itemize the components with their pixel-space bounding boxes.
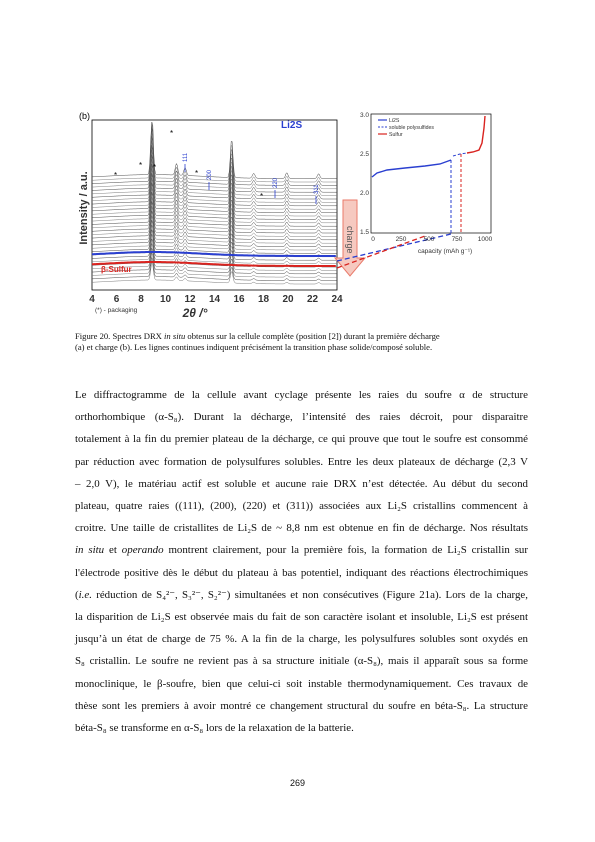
profile-y-ticks xyxy=(360,112,369,236)
xrd-x-tick: 8 xyxy=(138,294,144,305)
xrd-x-tick: 20 xyxy=(282,294,294,305)
xrd-x-tick: 22 xyxy=(306,294,319,305)
xrd-x-label: 2θ /° xyxy=(182,306,208,320)
peak-label-111: 111 xyxy=(183,152,189,162)
profile-y-tick: 2.5 xyxy=(360,151,370,158)
svg-text:*: * xyxy=(260,192,264,201)
xrd-x-tick: 12 xyxy=(184,294,196,305)
voltage-profile-plot xyxy=(360,112,493,255)
svg-text:*: * xyxy=(139,161,143,170)
caption-line-1: Figure 20. Spectres DRX in situ obtenus sur la cellule complète (position [2]) durant la première décharge xyxy=(75,331,440,341)
profile-x-tick: 0 xyxy=(371,236,375,243)
legend-sulfur: Sulfur xyxy=(389,132,403,138)
svg-text:*: * xyxy=(170,129,174,138)
profile-y-tick: 3.0 xyxy=(360,112,370,119)
xrd-x-tick: 16 xyxy=(233,294,245,305)
peak-label-220: 220 xyxy=(273,177,279,188)
text-line: S₈ cristallin. Le soufre ne revient pas à sa structure initiale (α-S₈), mais il apparaît sous sa forme xyxy=(75,655,528,668)
text-line: croitre. Une taille de cristallites de Li₂S de ~ 8,8 nm est obtenue en fin de décharge. Nos résultats xyxy=(75,522,528,535)
caption-line-2: (a) et charge (b). Les lignes continues indiquent précisément la transition phase solide/composé soluble. xyxy=(75,342,433,352)
profile-x-tick: 750 xyxy=(451,236,463,243)
text-line: béta-S₈ se transforme en α-S₈ lors de la relaxation de la batterie. xyxy=(75,722,354,735)
text-line: orthorhombique (α-S₈). Durant la décharge, l’intensité des raies décroit, pour disparaitre xyxy=(75,411,528,424)
beta-sulfur-annotation: β-Sulfur xyxy=(101,265,132,274)
peak-label-311: 311 xyxy=(314,184,320,194)
profile-x-ticks xyxy=(371,236,492,243)
profile-y-tick: 1.5 xyxy=(360,229,370,236)
figure-20 xyxy=(75,108,515,320)
profile-x-tick: 250 xyxy=(395,236,407,243)
xrd-x-tick: 14 xyxy=(208,294,221,305)
profile-x-label: capacity (mAh g⁻¹) xyxy=(417,248,473,255)
text-line: l'électrode positive dès le début du plateau à bas potentiel, indiquant des réactions électrochimiques xyxy=(75,566,528,579)
text-line: Le diffractogramme de la cellule avant cyclage présente les raies du soufre α de structure xyxy=(75,389,528,401)
svg-text:*: * xyxy=(153,163,157,172)
xrd-plot xyxy=(78,120,343,320)
svg-text:*: * xyxy=(195,169,199,178)
text-line: plateau, quatre raies ((111), (200), (220) et (311)) associées aux Li₂S cristallins commencent à xyxy=(75,500,528,513)
charge-arrow xyxy=(335,200,365,276)
body-paragraph xyxy=(75,384,528,739)
charge-arrow-label: charge xyxy=(345,226,355,254)
legend-soluble-polysulfides: soluble polysulfides xyxy=(389,125,434,131)
legend-li2s: Li2S xyxy=(389,118,400,124)
text-line: in situ et operando montrent clairement, pour la première fois, la formation de Li₂S cristallin sur xyxy=(75,544,529,557)
svg-text:*: * xyxy=(114,171,118,180)
xrd-x-tick: 10 xyxy=(159,294,172,305)
text-line: monoclinique, le β-soufre, bien que celui-ci soit instable thermodynamiquement. Ces travaux de xyxy=(75,677,528,690)
text-line: (i.e. réduction de S₄²⁻, S₃²⁻, S₂²⁻) simultanées et non consécutives (Figure 21a). Lors de la charge, xyxy=(75,588,528,601)
xrd-x-tick: 18 xyxy=(257,294,270,305)
profile-x-tick: 500 xyxy=(423,236,435,243)
text-line: totalement à la fin du premier plateau de la décharge, ce qui prouve que tout le soufre est consommé xyxy=(75,433,528,446)
xrd-x-tick: 4 xyxy=(89,294,95,305)
peak-label-200: 200 xyxy=(207,169,213,180)
text-line: – 2,0 V), le matériau actif est soluble et aucune raie DRX n’est détectée. Au début du second xyxy=(75,477,528,490)
figure-graphic xyxy=(75,108,515,320)
text-line: par réduction avec formation de polysulfures solubles. Entre les deux plateaux de décharge (2,3 V xyxy=(75,455,528,468)
text-line: thèse sont les premiers à avoir montré ce changement structural du soufre en béta-S₈. La structure xyxy=(75,699,528,712)
figure-caption xyxy=(75,331,525,353)
page-number: 269 xyxy=(289,778,306,788)
xrd-x-ticks xyxy=(89,294,343,305)
profile-x-tick: 1000 xyxy=(477,236,493,243)
xrd-x-tick: 6 xyxy=(113,294,120,305)
profile-y-tick: 2.0 xyxy=(360,190,370,197)
text-line: jusqu’à un état de charge de 75 %. A la fin de la charge, les polysulfures solubles sont oxydés en xyxy=(75,633,528,646)
text-line: la disparition de Li₂S est observée mais du fait de son caractère isolant et insoluble, Li₂S est présent xyxy=(75,611,528,624)
packaging-note: (*) - packaging xyxy=(95,307,138,314)
panel-label: (b) xyxy=(79,111,90,121)
xrd-y-label: Intensity / a.u. xyxy=(78,171,90,245)
li2s-annotation: Li2S xyxy=(281,120,303,131)
xrd-x-tick: 24 xyxy=(331,294,343,305)
